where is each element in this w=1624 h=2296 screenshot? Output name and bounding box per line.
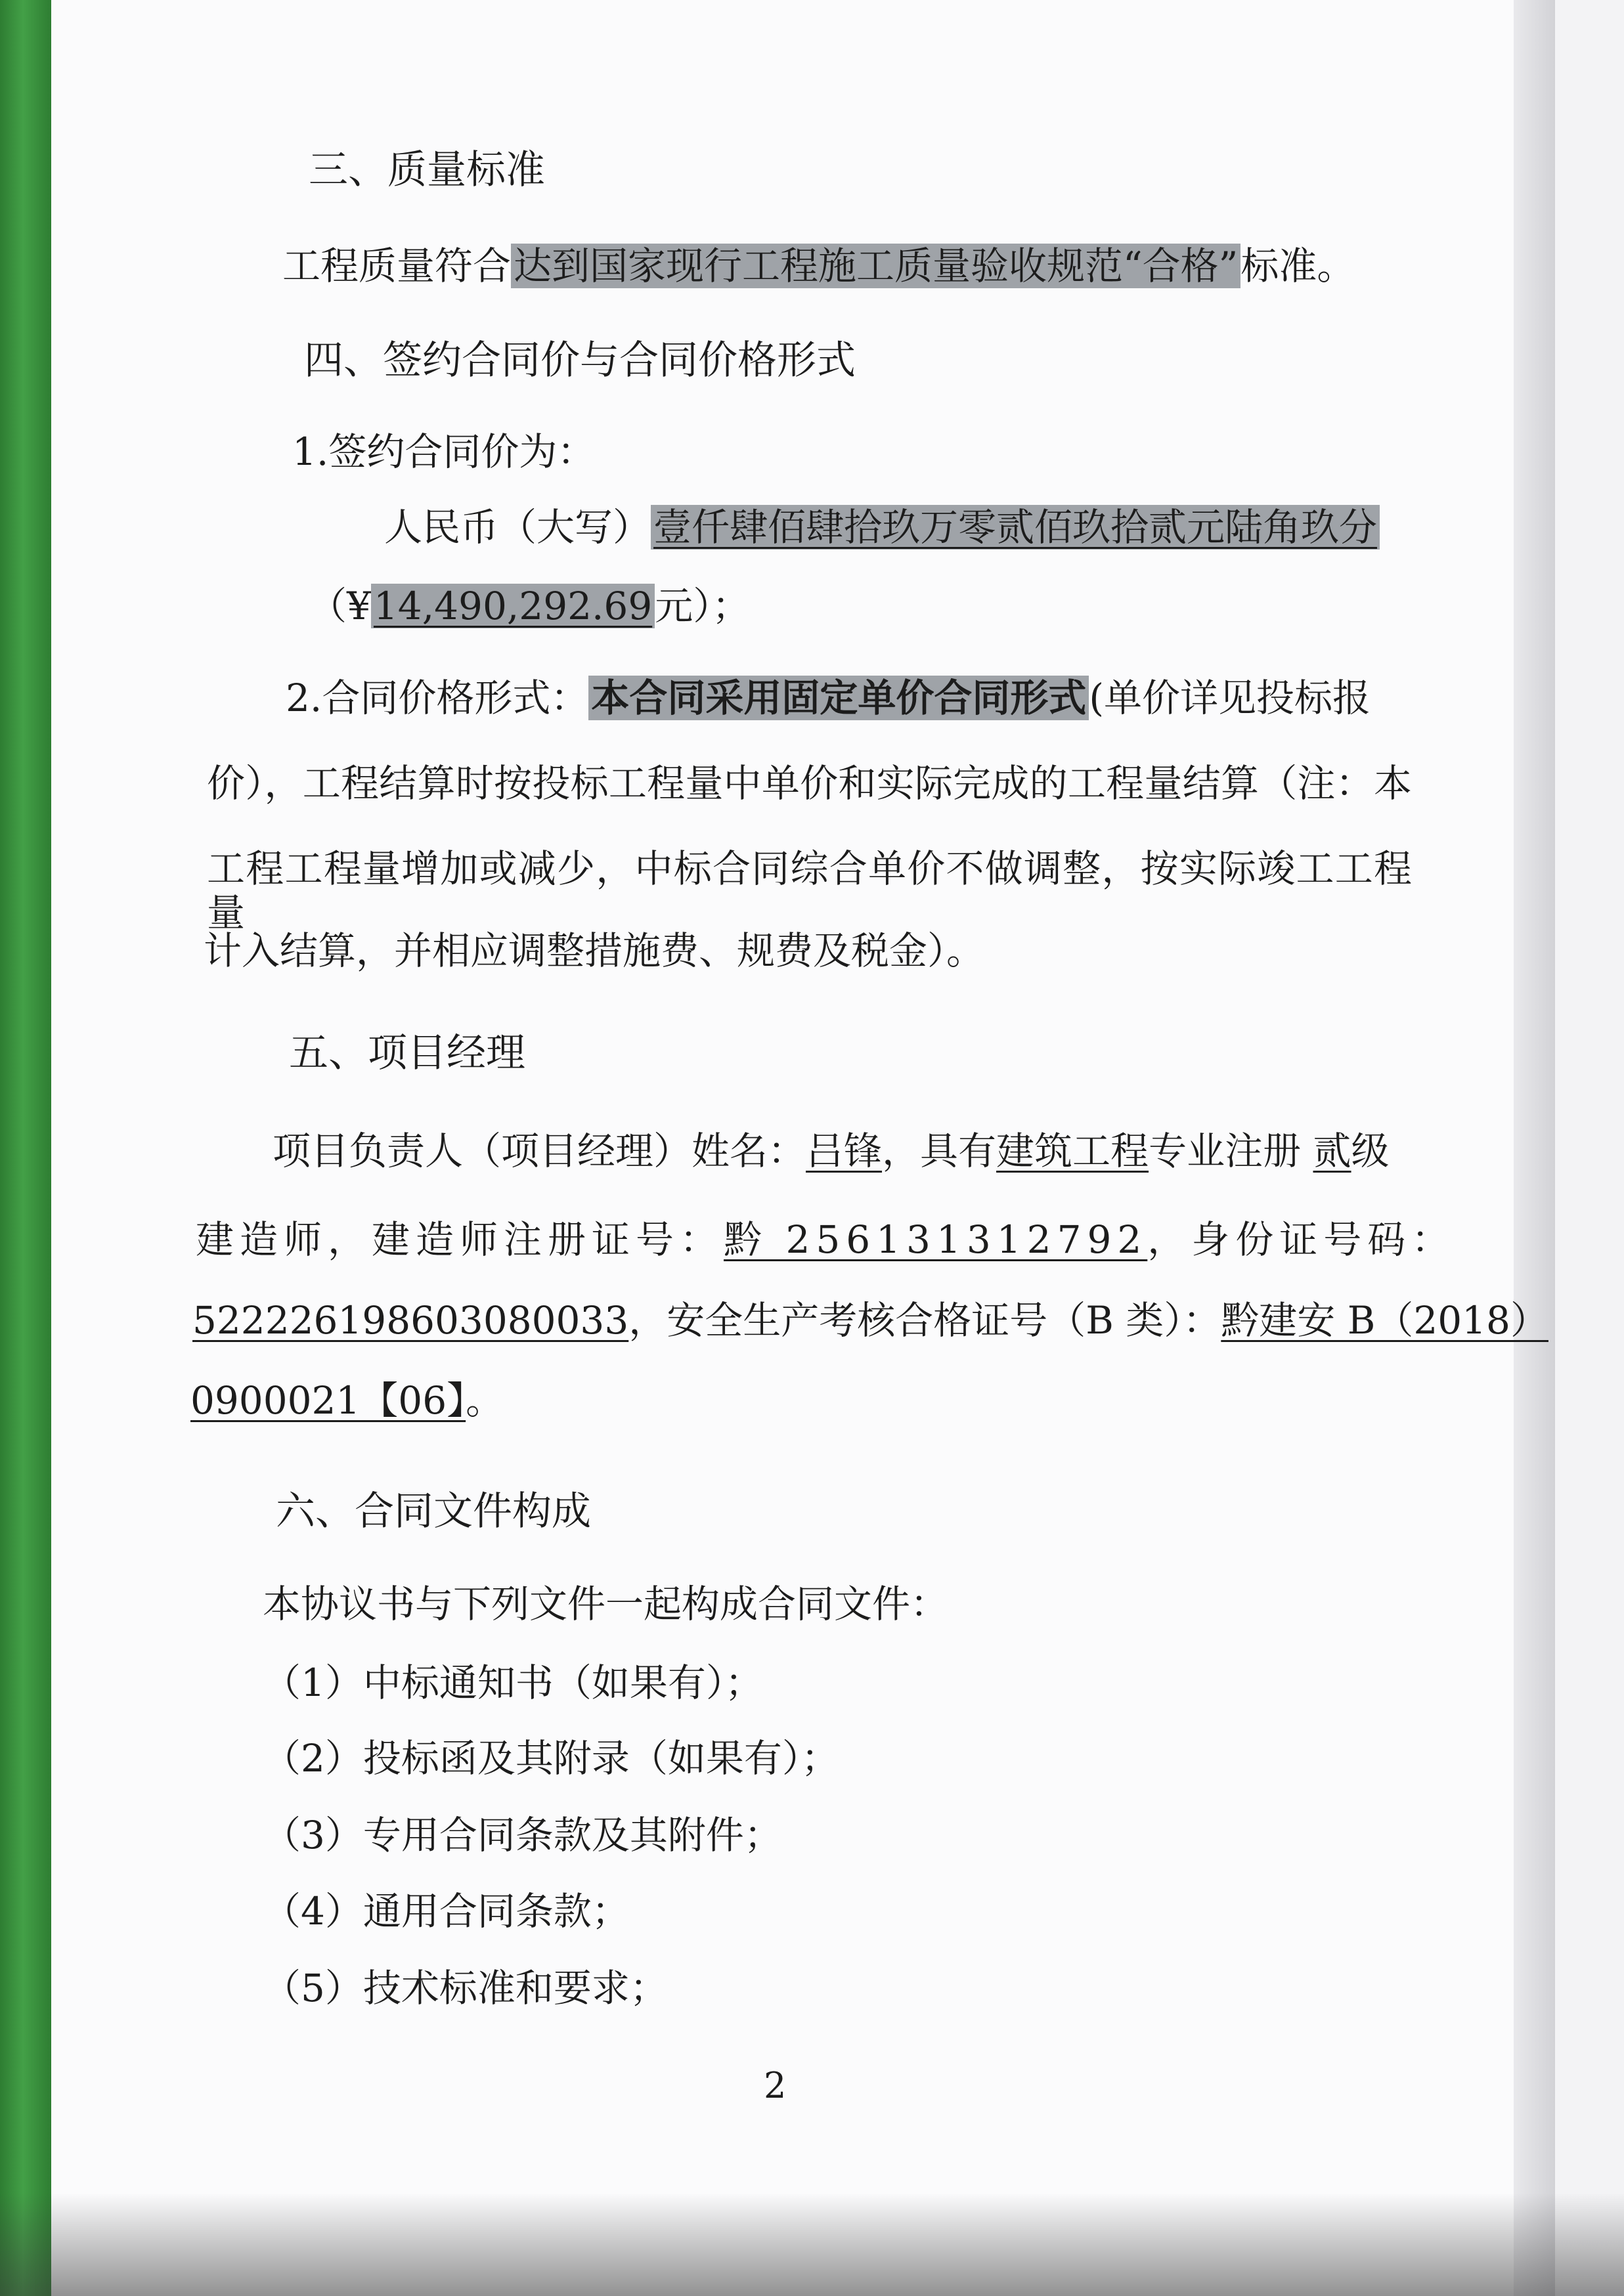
contract-price-label: 1.签约合同价为： bbox=[292, 429, 596, 474]
manager-text-g: ，安全生产考核合格证号（B 类）： bbox=[628, 1298, 1221, 1343]
rmb-label: 人民币（大写） bbox=[384, 505, 651, 550]
id-number: 522226198603080033 bbox=[192, 1298, 629, 1343]
manager-text-b: ，具有 bbox=[882, 1129, 997, 1173]
manager-text-end: 。 bbox=[466, 1378, 504, 1423]
manager-text-c: 专业注册 bbox=[1149, 1129, 1302, 1173]
contract-doc-item: （5）技术标准和要求； bbox=[263, 1966, 668, 2010]
manager-text-e: 建造师，建造师注册证号： bbox=[196, 1217, 724, 1262]
contract-docs-intro: 本协议书与下列文件一起构成合同文件： bbox=[263, 1582, 949, 1626]
price-form-value: 本合同采用固定单价合同形式 bbox=[588, 676, 1089, 720]
section-5-heading: 五、项目经理 bbox=[289, 1030, 525, 1076]
registration-number: 黔 256131312792 bbox=[724, 1217, 1148, 1262]
quality-highlight: 达到国家现行工程施工质量验收规范“合格” bbox=[511, 244, 1240, 288]
safety-cert-part-2: 0900021【06】 bbox=[190, 1378, 466, 1423]
manager-text-d: 级 bbox=[1351, 1129, 1390, 1173]
contract-doc-item: （3）专用合同条款及其附件； bbox=[263, 1813, 782, 1857]
next-page-edge bbox=[1555, 0, 1624, 2296]
safety-cert-part-1: 黔建安 B（2018） bbox=[1221, 1298, 1548, 1343]
amount-close: 元）； bbox=[655, 584, 751, 628]
amount-value: 14,490,292.69 bbox=[371, 584, 655, 628]
section-3-heading: 三、质量标准 bbox=[309, 147, 545, 193]
constructor-grade: 贰 bbox=[1313, 1129, 1351, 1173]
price-form-line-2: 价），工程结算时按投标工程量中单价和实际完成的工程量结算（注：本 bbox=[207, 761, 1412, 806]
quality-text-after: 标准。 bbox=[1240, 244, 1355, 288]
manager-line-4 bbox=[190, 1379, 504, 1423]
rmb-words: 壹仟肆佰肆拾玖万零贰佰玖拾贰元陆角玖分 bbox=[651, 505, 1380, 550]
manager-line-2 bbox=[196, 1218, 1455, 1262]
manager-text-a: 项目负责人（项目经理）姓名： bbox=[273, 1129, 806, 1173]
contract-doc-item: （2）投标函及其附录（如果有）； bbox=[263, 1736, 839, 1781]
price-form-line-4: 计入结算，并相应调整措施费、规费及税金）。 bbox=[204, 928, 985, 973]
contract-doc-item: （4）通用合同条款； bbox=[263, 1889, 630, 1934]
manager-text-f: ，身份证号码： bbox=[1147, 1217, 1456, 1262]
amount-open: （¥ bbox=[309, 584, 371, 628]
manager-line-3 bbox=[192, 1299, 1548, 1343]
price-form-rest: (单价详见投标报 bbox=[1089, 676, 1371, 720]
quality-text-before: 工程质量符合 bbox=[282, 244, 512, 288]
scan-shadow bbox=[0, 2193, 1624, 2296]
manager-line-1 bbox=[273, 1129, 1390, 1173]
quality-standard-line bbox=[282, 244, 1355, 288]
price-form-label: 2.合同价格形式： bbox=[286, 676, 589, 720]
page-number: 2 bbox=[764, 2065, 787, 2106]
binder-edge bbox=[0, 0, 51, 2296]
price-form-line-3: 工程工程量增加或减少，中标合同综合单价不做调整，按实际竣工工程量 bbox=[207, 846, 1412, 935]
contract-doc-item: （1）中标通知书（如果有）； bbox=[263, 1660, 763, 1705]
manager-name: 吕锋 bbox=[806, 1129, 883, 1173]
amount-line bbox=[309, 584, 750, 628]
page-fold bbox=[1514, 0, 1555, 2296]
rmb-line bbox=[384, 506, 1380, 550]
specialty: 建筑工程 bbox=[996, 1129, 1149, 1173]
section-6-heading: 六、合同文件构成 bbox=[276, 1488, 591, 1534]
price-form-line-1 bbox=[286, 676, 1371, 720]
section-4-heading: 四、签约合同价与合同价格形式 bbox=[304, 337, 856, 383]
